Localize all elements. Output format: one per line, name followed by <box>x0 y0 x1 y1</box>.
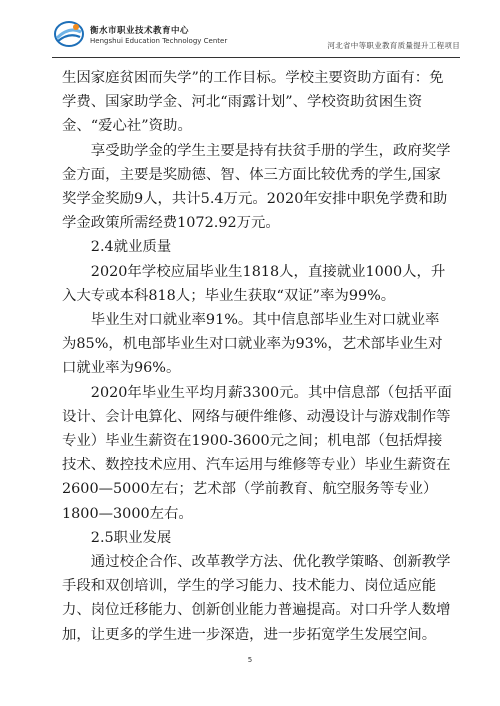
school-logo-icon <box>52 18 86 48</box>
page-header <box>52 12 460 54</box>
paragraph-employment-rate: 毕业生对口就业率91%。其中信息部毕业生对口就业率为85%，机电部毕业生对口就业率为93%，艺术部毕业生对口就业率为96%。 <box>62 312 443 377</box>
page-number: 5 <box>247 656 253 664</box>
paragraph-development: 通过校企合作、改革教学方法、优化教学策略、创新教学手段和双创培训，学生的学习能力、技术能力、岗位适应能力、岗位迁移能力、创新创业能力普遍提高。对口升学人数增加，让更多的学生进一步深造，进一步拓宽学生发展空间。 <box>62 554 451 643</box>
paragraph-continuation: 生因家庭贫困而失学”的工作目标。学校主要资助方面有：免学费、国家助学金、河北“雨露计划”、学校资助贫困生资金、“爱心社”资助。 <box>62 70 444 135</box>
body-content <box>62 66 452 647</box>
header-rule <box>52 57 460 58</box>
org-name-en: Hengshui Education Technology Center <box>90 37 228 45</box>
paragraph-salary: 2020年毕业生平均月薪3300元。其中信息部（包括平面设计、会计电算化、网络与硬件维修、动漫设计与游戏制作等专业）毕业生薪资在1900-3600元之间；机电部（包括焊接技术、数控技术应用、汽车运用与维修等专业）毕业生薪资在2600—5000左右；艺术部（学前教育、航空服务等专业）1800—3000左右。 <box>62 384 452 522</box>
org-name-cn: 衡水市职业技术教育中心 <box>90 26 190 36</box>
paragraph-graduates: 2020年学校应届毕业生1818人，直接就业1000人，升入大专或本科818人；毕业生获取“双证”率为99%。 <box>62 263 446 304</box>
section-heading-development: 2.5职业发展 <box>90 529 172 546</box>
paragraph-scholarship: 享受助学金的学生主要是持有扶贫手册的学生，政府奖学金方面，主要是奖励德、智、体三方面比较优秀的学生,国家奖学金奖励9人，共计5.4万元。2020年安排中职免学费和助学金政策所需经费1072.92万元。 <box>62 142 451 232</box>
section-heading-employment: 2.4就业质量 <box>90 239 172 256</box>
project-title: 河北省中等职业教育质量提升工程项目 <box>327 41 460 50</box>
